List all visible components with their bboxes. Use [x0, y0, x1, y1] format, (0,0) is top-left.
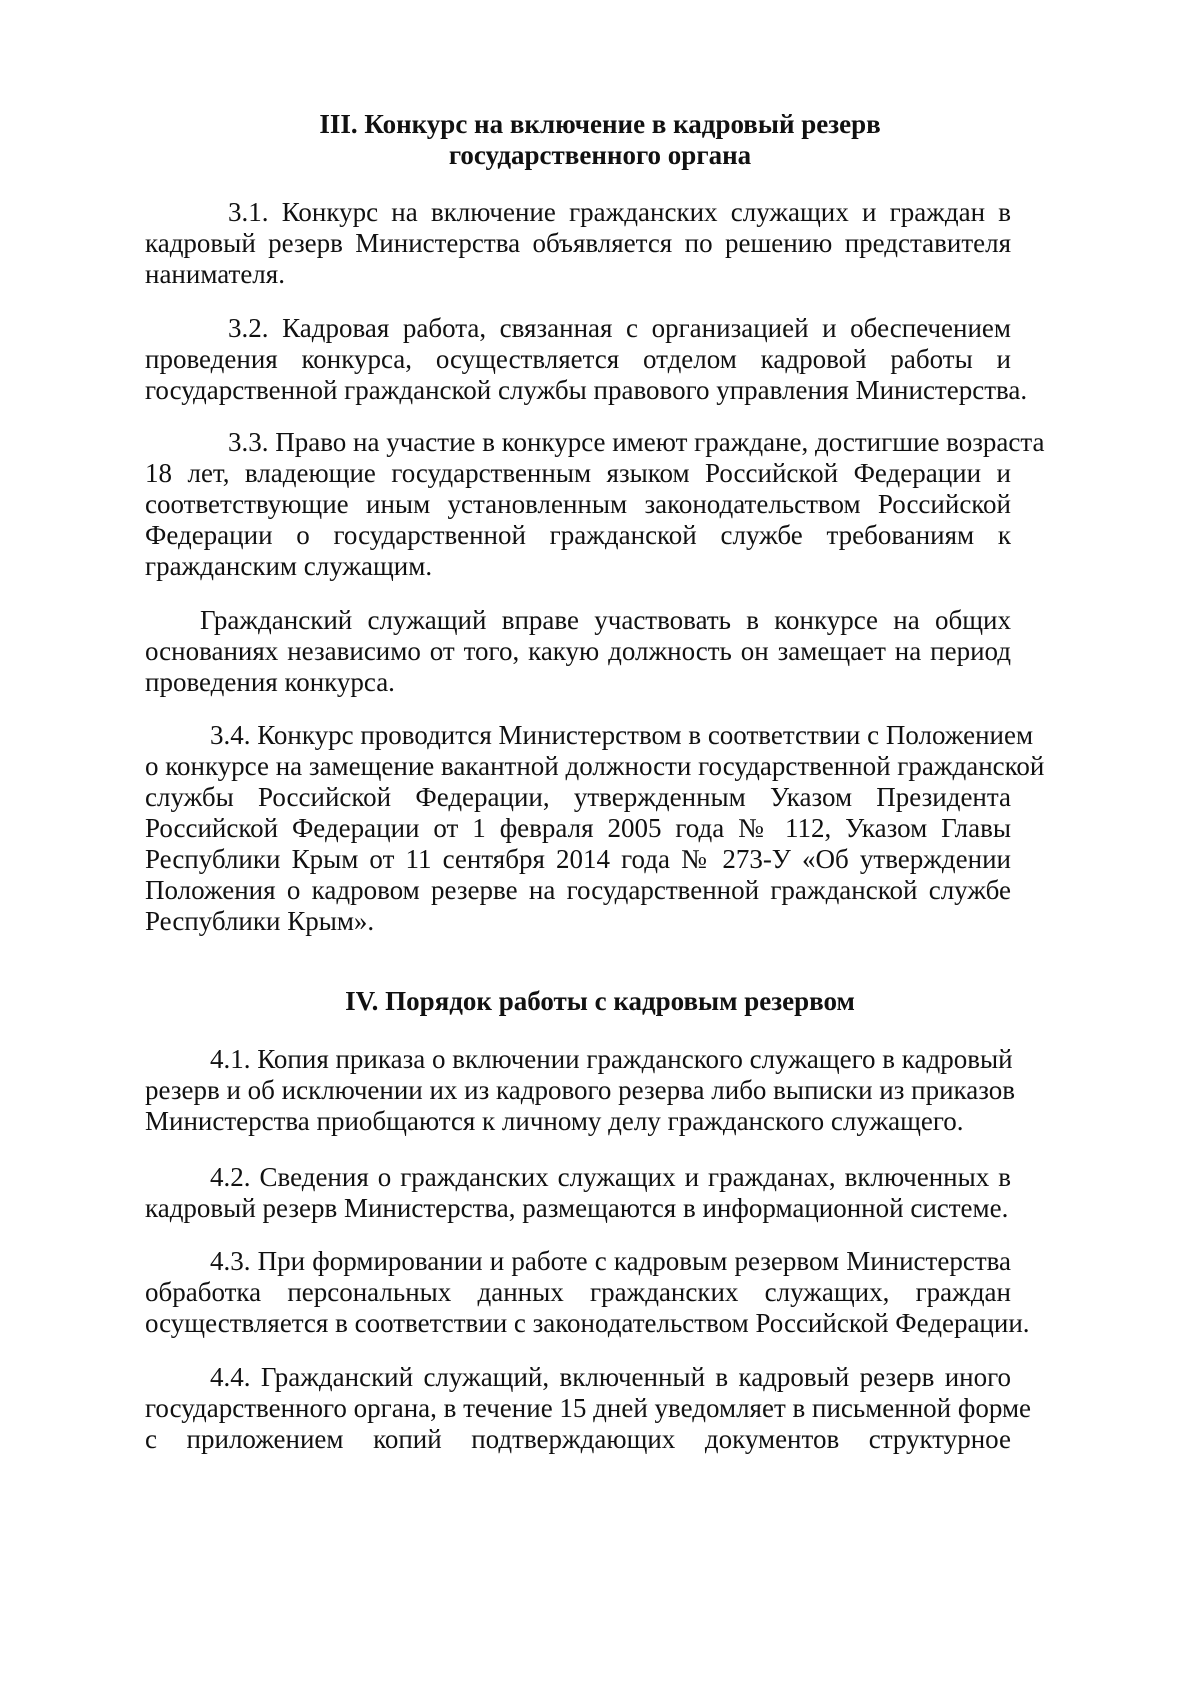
text-line: о конкурсе на замещение вакантной должности государственной гражданской [145, 751, 1045, 781]
text-line: резерв и об исключении их из кадрового резерва либо выписки из приказов [145, 1075, 1015, 1105]
text-line: Республики Крым от 11 сентября 2014 года № 273-У «Об утверждении [145, 844, 1011, 874]
text-line: 3.1. Конкурс на включение гражданских служащих и граждан в [228, 197, 1011, 227]
text-line: проведения конкурса. [145, 667, 395, 697]
text-line: Российской Федерации от 1 февраля 2005 года № 112, Указом Главы [145, 813, 1011, 843]
text-line: 4.4. Гражданский служащий, включенный в кадровый резерв иного [210, 1362, 1011, 1392]
text-line: Гражданский служащий вправе участвовать в конкурсе на общих [200, 605, 1011, 635]
text-line: 18 лет, владеющие государственным языком Российской Федерации и [145, 458, 1011, 488]
text-line: обработка персональных данных гражданских служащих, граждан [145, 1277, 1011, 1307]
text-line: гражданским служащим. [145, 551, 433, 581]
text-line: Положения о кадровом резерве на государственной гражданской службе [145, 875, 1011, 905]
section-3-heading-line-2: государственного органа [448, 140, 752, 170]
text-line: 4.3. При формировании и работе с кадровым резервом Министерства [210, 1246, 1011, 1276]
text-line: Федерации о государственной гражданской службе требованиям к [145, 520, 1011, 550]
text-line: Республики Крым». [145, 906, 375, 936]
text-line: проведения конкурса, осуществляется отделом кадровой работы и [145, 344, 1011, 374]
text-line: 3.2. Кадровая работа, связанная с организацией и обеспечением [228, 313, 1011, 343]
text-line: кадровый резерв Министерства объявляется по решению представителя [145, 228, 1011, 258]
text-line: государственного органа, в течение 15 дней уведомляет в письменной форме [145, 1393, 1032, 1423]
text-line: 3.3. Право на участие в конкурсе имеют граждане, достигшие возраста [228, 427, 1045, 457]
text-line: соответствующие иным установленным законодательством Российской [145, 489, 1011, 519]
text-line: государственной гражданской службы правового управления Министерства. [145, 375, 1028, 405]
text-line: с приложением копий подтверждающих документов структурное [145, 1424, 1011, 1454]
text-line: кадровый резерв Министерства, размещаются в информационной системе. [145, 1193, 1009, 1223]
text-line: Министерства приобщаются к личному делу гражданского служащего. [145, 1106, 964, 1136]
text-line: 4.1. Копия приказа о включении гражданского служащего в кадровый [210, 1044, 1013, 1074]
text-line: нанимателя. [145, 259, 285, 289]
text-line: 3.4. Конкурс проводится Министерством в соответствии с Положением [210, 720, 1034, 750]
section-4-heading: IV. Порядок работы с кадровым резервом [345, 986, 855, 1016]
text-line: службы Российской Федерации, утвержденным Указом Президента [145, 782, 1011, 812]
text-line: 4.2. Сведения о гражданских служащих и гражданах, включенных в [210, 1162, 1011, 1192]
section-3-heading-line-1: III. Конкурс на включение в кадровый резерв [319, 109, 881, 139]
text-line: осуществляется в соответствии с законодательством Российской Федерации. [145, 1308, 1030, 1338]
text-line: основаниях независимо от того, какую должность он замещает на период [145, 636, 1011, 666]
